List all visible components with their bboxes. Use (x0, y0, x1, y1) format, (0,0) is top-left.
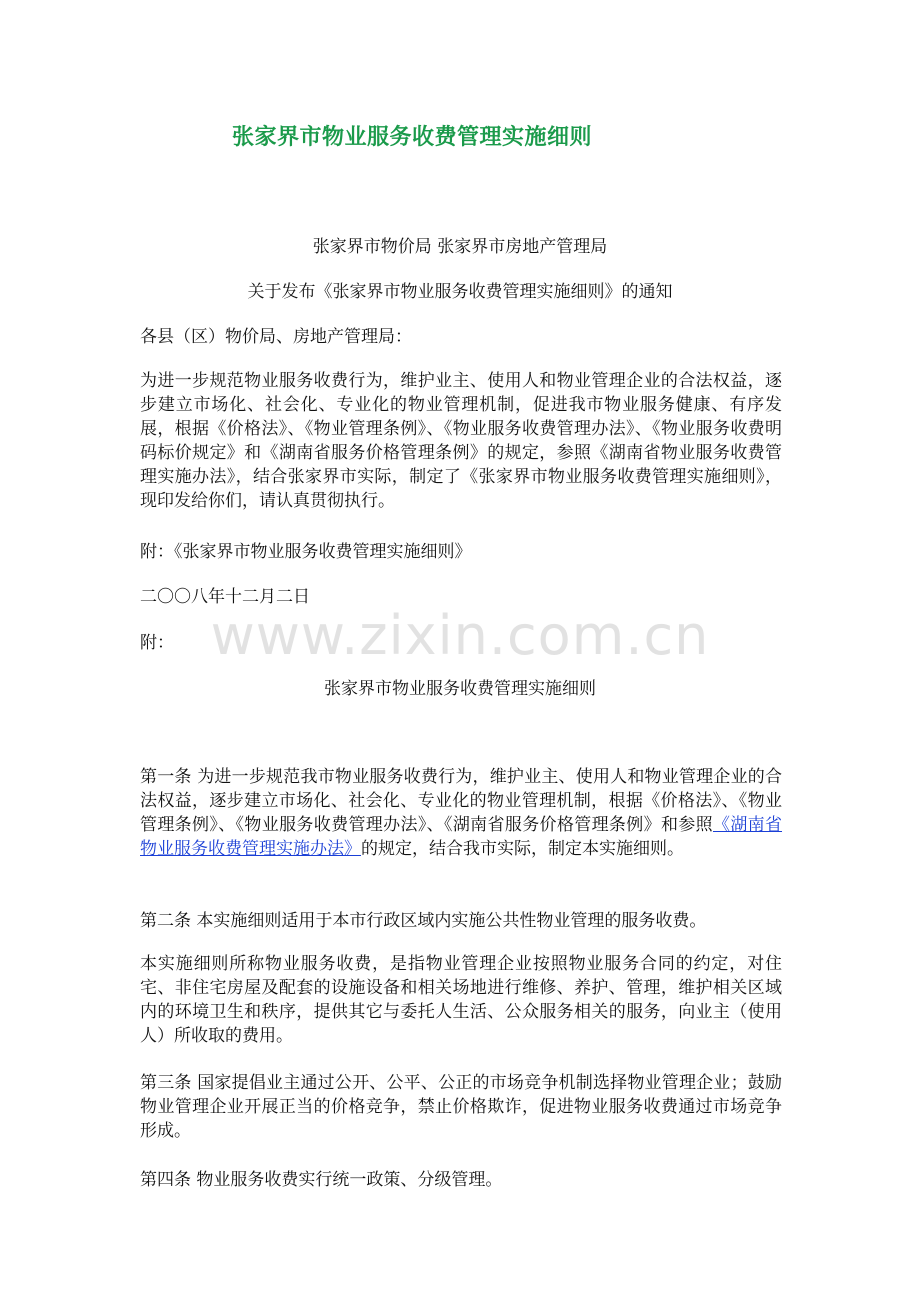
article-2: 第二条 本实施细则适用于本市行政区域内实施公共性物业管理的服务收费。 (140, 911, 707, 931)
article-1 (140, 765, 782, 861)
watermark-text: www.zixin.com.cn (210, 604, 710, 667)
sub-title: 张家界市物业服务收费管理实施细则 (324, 679, 596, 699)
article-1-text-after: 的规定，结合我市实际，制定本实施细则。 (361, 839, 684, 859)
article-4: 第四条 物业服务收费实行统一政策、分级管理。 (140, 1170, 503, 1190)
article-2-paragraph: 本实施细则所称物业服务收费，是指物业管理企业按照物业服务合同的约定，对住宅、非住宅房屋及配套的设施设备和相关场地进行维修、养护、管理，维护相关区域内的环境卫生和秩序，提供其它与委托人生活、公众服务相关的服务，向业主（使用人）所收取的费用。 (140, 954, 782, 1046)
issuer-line: 张家界市物价局 张家界市房地产管理局 (312, 237, 608, 257)
article-3: 第三条 国家提倡业主通过公开、公平、公正的市场竞争机制选择物业管理企业；鼓励物业管理企业开展正当的价格竞争，禁止价格欺诈，促进物业服务收费通过市场竞争形成。 (140, 1073, 782, 1141)
date-line: 二〇〇八年十二月二日 (140, 587, 310, 607)
attachment-line: 附：《张家界市物业服务收费管理实施细则》 (140, 542, 472, 562)
document-title: 张家界市物业服务收费管理实施细则 (232, 125, 593, 150)
addressee: 各县（区）物价局、房地产管理局： (140, 327, 412, 347)
notice-title: 关于发布《张家界市物业服务收费管理实施细则》的通知 (247, 282, 673, 302)
attach-label: 附： (140, 633, 174, 653)
article-1-text-before: 第一条 为进一步规范我市物业服务收费行为，维护业主、使用人和物业管理企业的合法权益，逐步建立市场化、社会化、专业化的物业管理机制，根据《价格法》、《物业管理条例》、《物业服务收费管理办法》、《湖南省服务价格管理条例》和参照 (140, 767, 782, 835)
intro-paragraph: 为进一步规范物业服务收费行为，维护业主、使用人和物业管理企业的合法权益，逐步建立市场化、社会化、专业化的物业管理机制，促进我市物业服务健康、有序发展，根据《价格法》、《物业管理条例》、《物业服务收费管理办法》、《物业服务收费明码标价规定》和《湖南省服务价格管理条例》的规定，参照《湖南省物业服务收费管理实施办法》，结合张家界市实际，制定了《张家界市物业服务收费管理实施细则》，现印发给你们，请认真贯彻执行。 (140, 371, 782, 511)
regulation-link[interactable]: 《湖南省物业服务收费管理实施办法》 (140, 815, 783, 859)
